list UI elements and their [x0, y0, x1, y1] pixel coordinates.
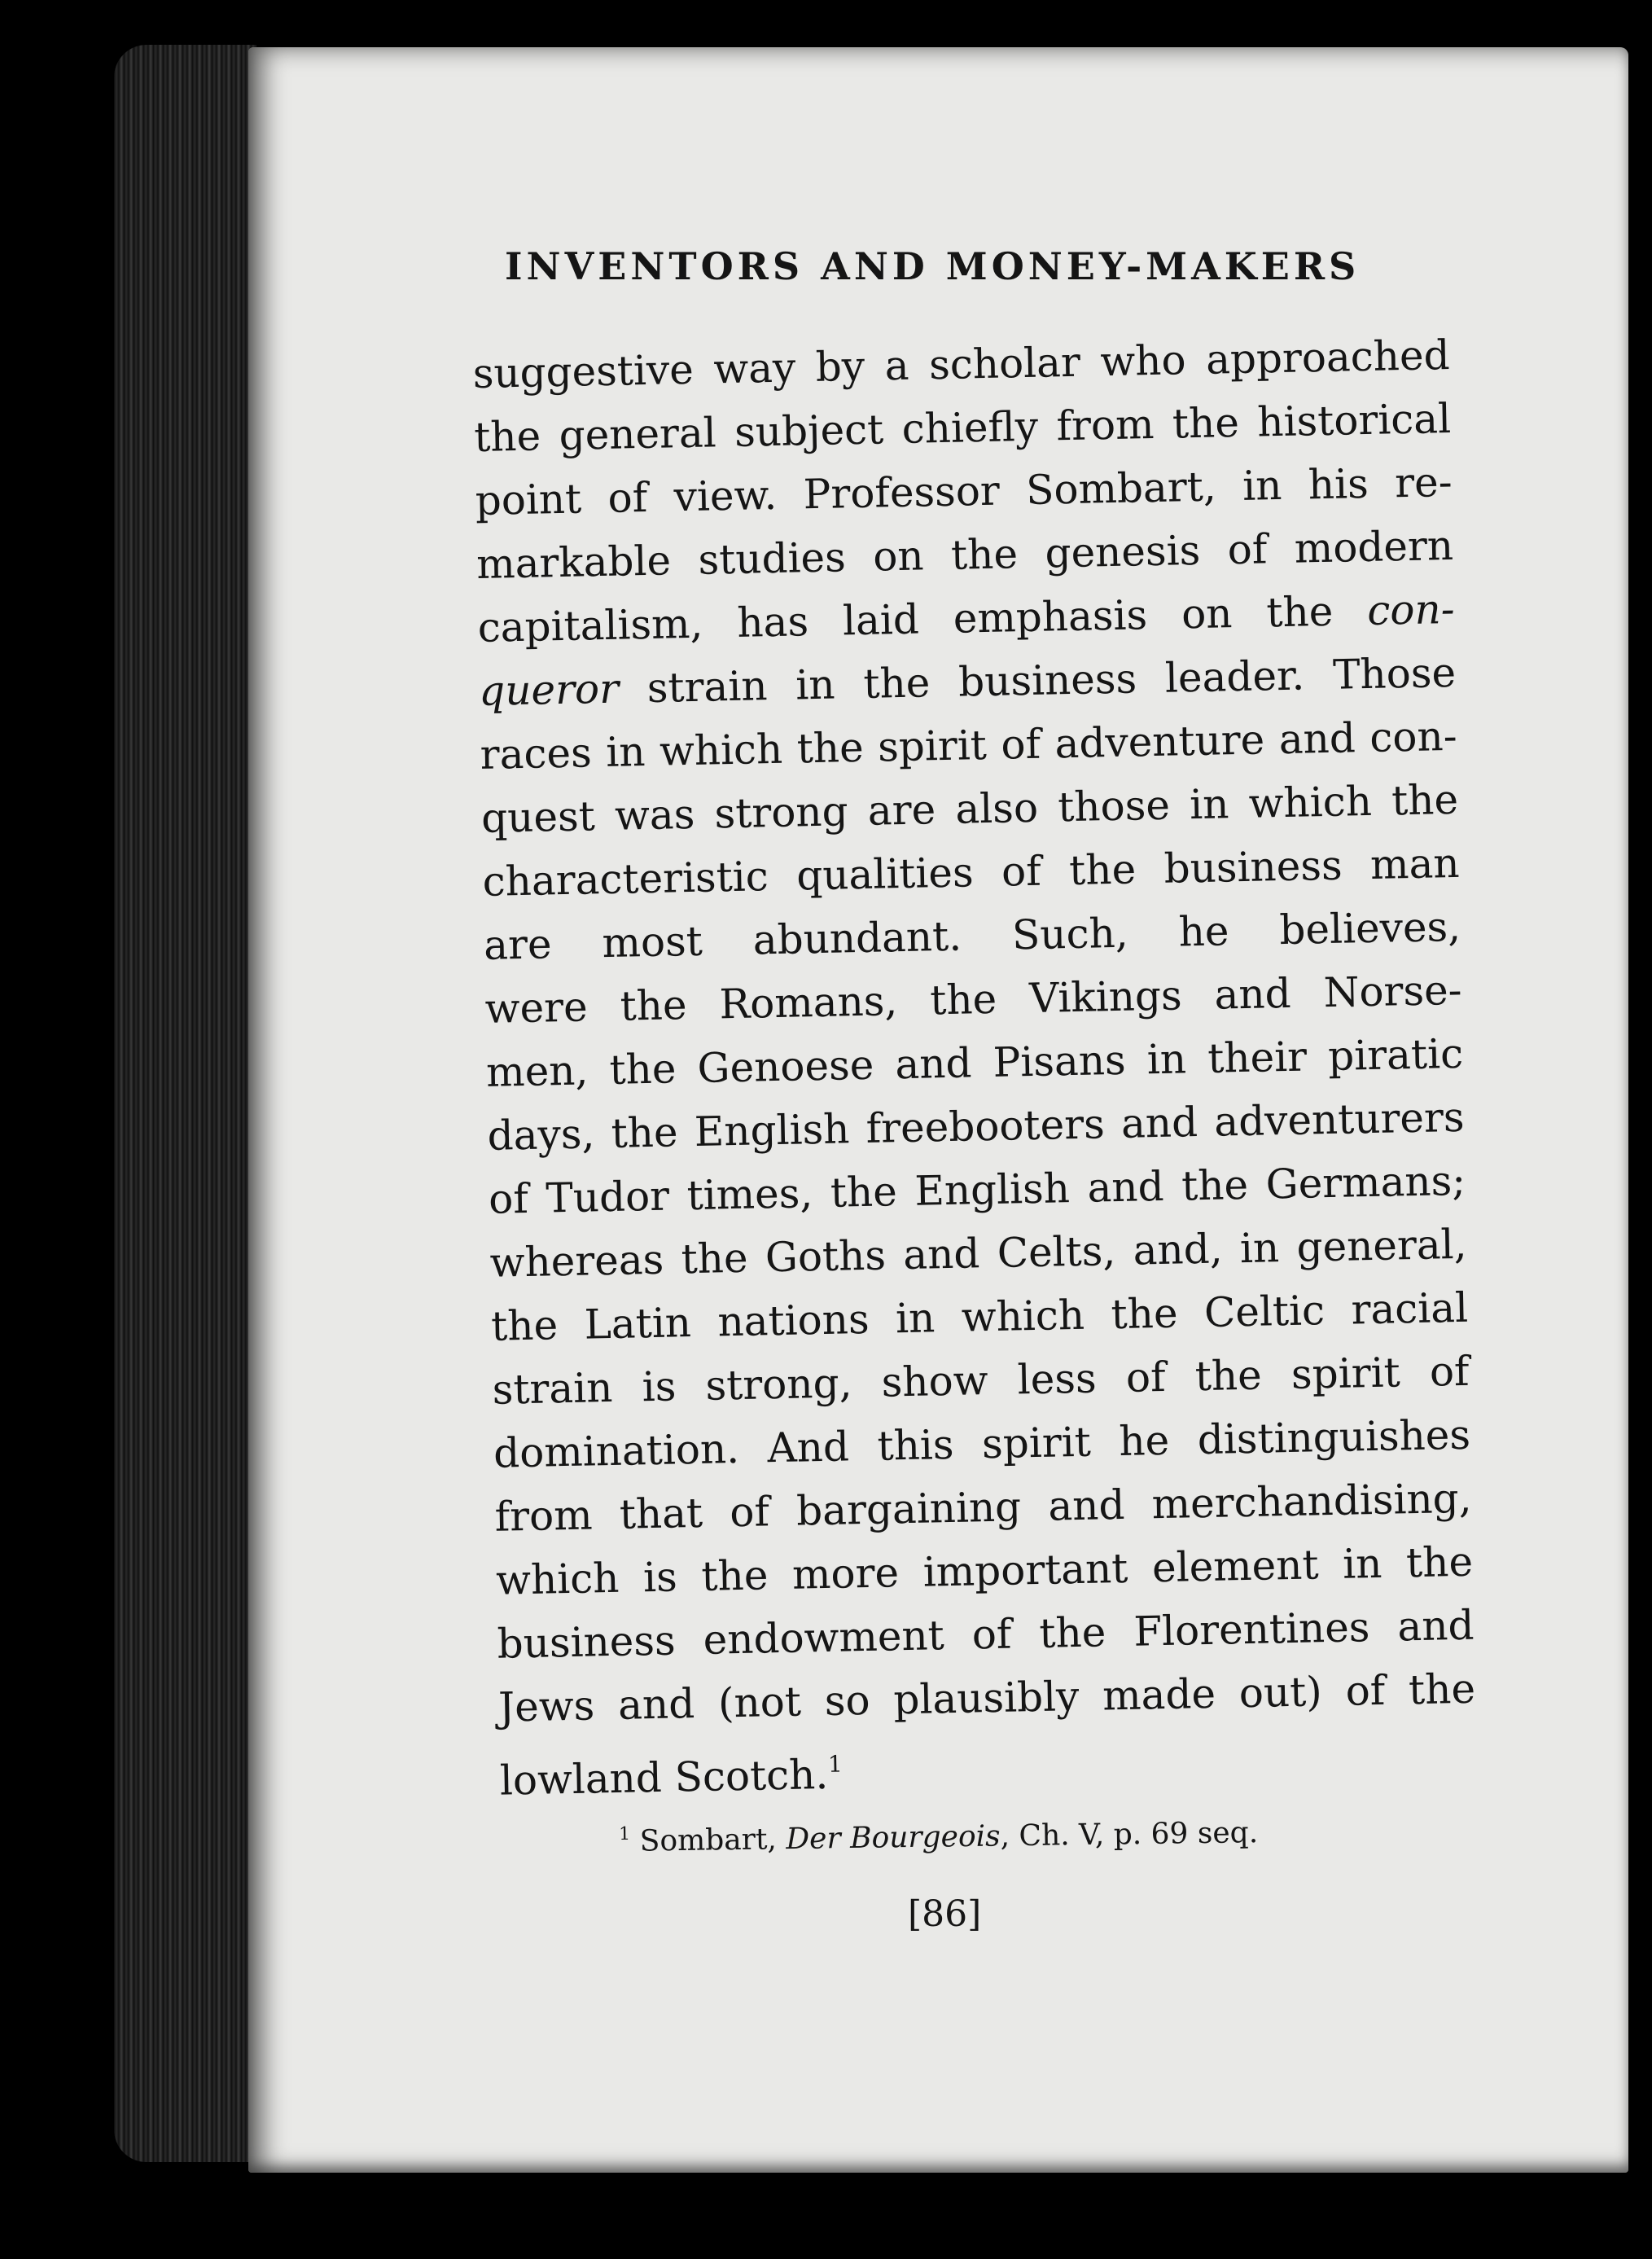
- body-line: of Tudor times, the English and the Germans;: [488, 1156, 1466, 1223]
- book-page-edges: [114, 45, 256, 2162]
- footnote-title: Der Bourgeois: [785, 1819, 1001, 1857]
- body-line: characteristic qualities of the business man: [482, 839, 1461, 906]
- body-line: the general subject chiefly from the historical: [473, 394, 1452, 461]
- italic-word: queror: [478, 665, 620, 715]
- body-line: Jews and (not so plausibly made out) of the: [497, 1665, 1476, 1731]
- footnote-citation: , Ch. V, p. 69 seq.: [1000, 1816, 1259, 1853]
- italic-word: con-: [1366, 585, 1456, 634]
- body-line: domination. And this spirit he distinguishes: [493, 1410, 1471, 1477]
- body-line: are most abundant. Such, he believes,: [483, 902, 1461, 969]
- body-line-text: lowland Scotch.: [499, 1750, 829, 1805]
- page-number: [86]: [908, 1893, 982, 1935]
- body-line: the Latin nations in which the Celtic racial: [490, 1283, 1469, 1350]
- footnote-reference: 1: [827, 1750, 844, 1778]
- body-line: quest was strong are also those in which the: [480, 775, 1459, 842]
- footnote-marker: 1: [619, 1823, 631, 1844]
- body-line: whereas the Goths and Celts, and, in general,: [489, 1220, 1468, 1287]
- body-line: markable studies on the genesis of modern: [475, 521, 1454, 588]
- body-line: days, the English freebooters and adventurers: [487, 1093, 1466, 1160]
- body-text: [472, 323, 1477, 1803]
- body-line-text: strain in the business leader. Those: [618, 648, 1457, 713]
- body-line: which is the more important element in the: [495, 1537, 1474, 1604]
- body-line: point of view. Professor Sombart, in his re-: [475, 458, 1453, 524]
- running-head: INVENTORS AND MONEY-MAKERS: [505, 244, 1361, 288]
- body-line: races in which the spirit of adventure and con-: [480, 712, 1458, 779]
- body-line: men, the Genoese and Pisans in their piratic: [485, 1029, 1464, 1096]
- body-line-text: capitalism, has laid emphasis on the: [477, 586, 1368, 651]
- body-line: suggestive way by a scholar who approached: [472, 331, 1451, 397]
- body-line: from that of bargaining and merchandising,: [494, 1474, 1473, 1541]
- body-line: business endowment of the Florentines and: [497, 1601, 1475, 1668]
- body-line: strain is strong, show less of the spirit of: [492, 1347, 1470, 1414]
- body-line: were the Romans, the Vikings and Norse-: [484, 966, 1463, 1033]
- footnote-author: Sombart,: [639, 1823, 787, 1858]
